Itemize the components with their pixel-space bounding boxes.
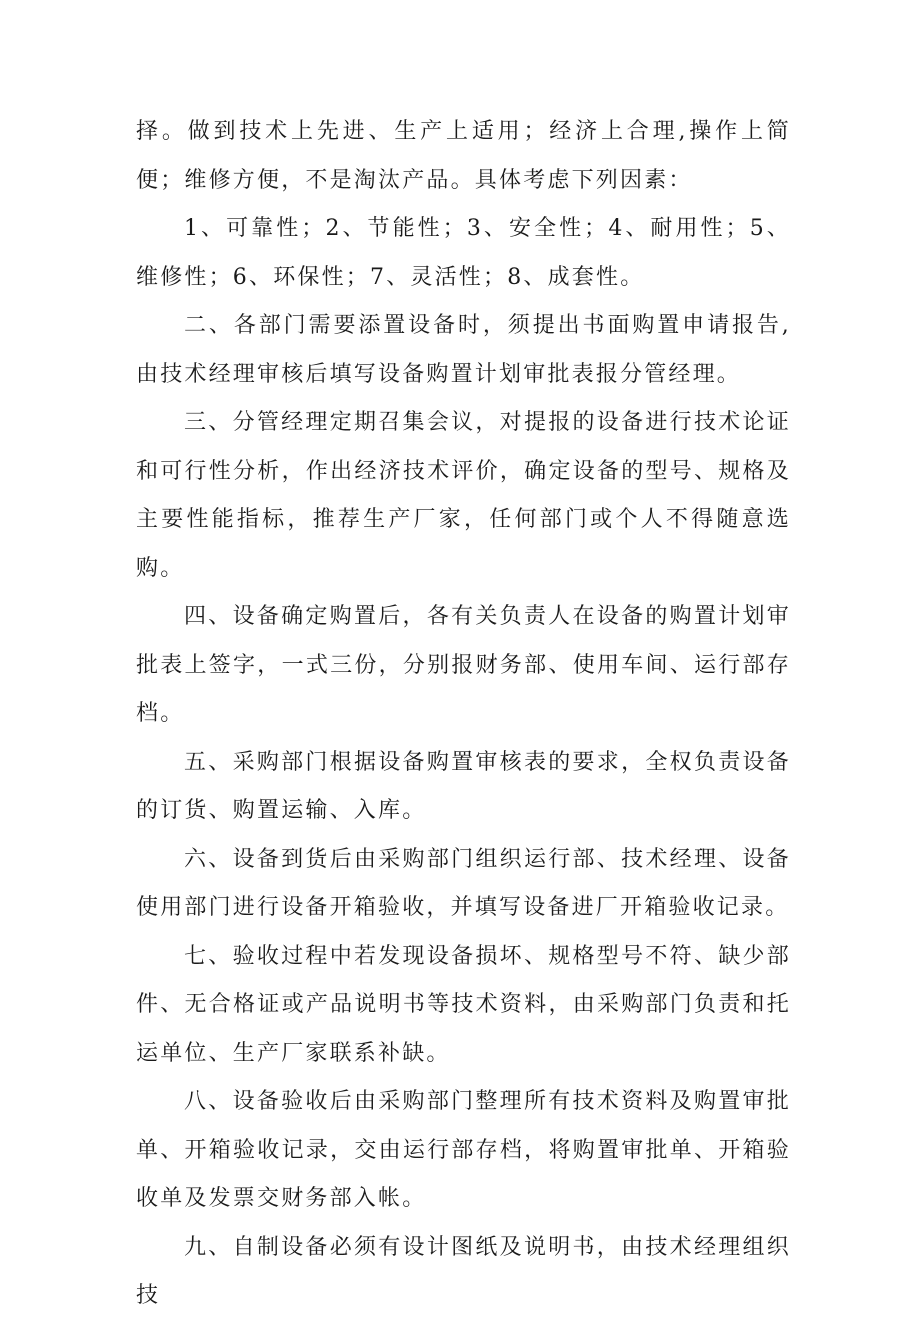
paragraph-item-8: 八、设备验收后由采购部门整理所有技术资料及购置审批单、开箱验收记录，交由运行部存档，将购置审批单、开箱验收单及发票交财务部入帐。 (136, 1089, 791, 1211)
paragraph-factors-list: 1、可靠性；2、节能性；3、安全性；4、耐用性；5、维修性；6、环保性；7、灵活性；8、成套性。 (136, 216, 791, 290)
paragraph-continuation: 择。做到技术上先进、生产上适用；经济上合理,操作上简便；维修方便，不是淘汰产品。具体考虑下列因素： (136, 119, 791, 193)
document-body (136, 108, 791, 1321)
paragraph-item-2: 二、各部门需要添置设备时，须提出书面购置申请报告,由技术经理审核后填写设备购置计划审批表报分管经理。 (136, 313, 791, 387)
paragraph-item-7: 七、验收过程中若发现设备损坏、规格型号不符、缺少部件、无合格证或产品说明书等技术资料，由采购部门负责和托运单位、生产厂家联系补缺。 (136, 943, 791, 1066)
paragraph-item-5: 五、采购部门根据设备购置审核表的要求，全权负责设备的订货、购置运输、入库。 (136, 749, 791, 823)
paragraph-item-9: 九、自制设备必须有设计图纸及说明书，由技术经理组织技 (136, 1234, 791, 1308)
paragraph-item-6: 六、设备到货后由采购部门组织运行部、技术经理、设备使用部门进行设备开箱验收，并填写设备进厂开箱验收记录。 (136, 846, 791, 920)
paragraph-item-3: 三、分管经理定期召集会议，对提报的设备进行技术论证和可行性分析，作出经济技术评价，确定设备的型号、规格及主要性能指标，推荐生产厂家，任何部门或个人不得随意选购。 (136, 410, 791, 581)
paragraph-item-4: 四、设备确定购置后，各有关负责人在设备的购置计划审批表上签字，一式三份，分别报财务部、使用车间、运行部存档。 (136, 604, 791, 726)
